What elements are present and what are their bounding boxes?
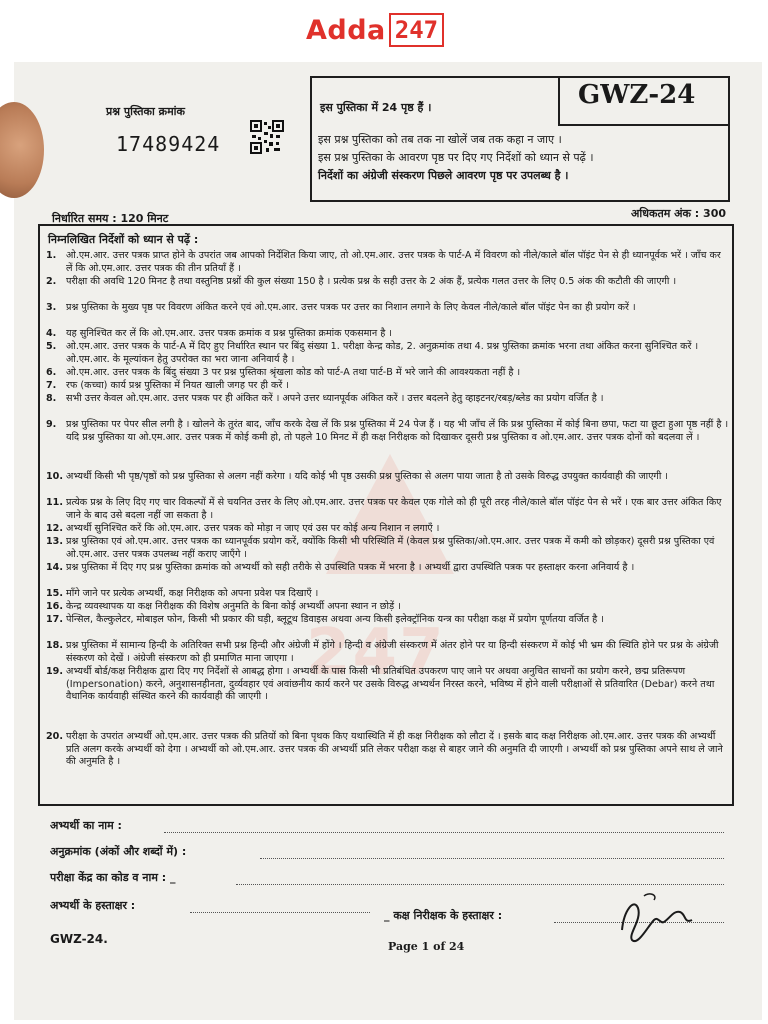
exam-centre-label: परीक्षा केंद्र का कोड व नाम : _ (50, 871, 176, 884)
instruction-item: 1. ओ.एम.आर. उत्तर पत्रक प्राप्त होने के उपरांत जब आपको निर्देशित किया जाए, तो ओ.एम.आर. उत्तर पत्रक के पार्ट-A में विवरण को नीले/काले बॉल पॉइंट पेन से ही ध्यानपूर्वक भरें । जाँच कर लें कि ओ.एम.आर. उत्तर पत्रक की तीन प्रतियाँ हैं । (46, 250, 721, 274)
candidate-signature-field[interactable] (190, 912, 370, 913)
instruction-item: 9. प्रश्न पुस्तिका पर पेपर सील लगी है । खोलने के तुरंत बाद, जाँच करके देख लें कि प्रश्न पुस्तिका में 24 पेज हैं । यह भी जाँच लें कि प्रश्न पुस्तिका में कोई बिना छपा, फटा या छूटा हुआ पृष्ठ नहीं है । यदि प्रश्न पुस्तिका या ओ.एम.आर. उत्तर पत्रक में कोई कमी हो, तो पहले 10 मिनट में ही कक्ष निरीक्षक को दिखाकर दूसरी प्रश्न पुस्तिका व ओ.एम.आर. उत्तर पत्रक दोनों को बदलवा लें । (46, 419, 729, 443)
instruction-item: 18. प्रश्न पुस्तिका में सामान्य हिन्दी के अतिरिक्त सभी प्रश्न हिन्दी और अंग्रेजी में होंगे । हिन्दी व अंग्रेजी संस्करण में अंतर होने पर या हिन्दी संस्करण में कोई भी भ्रम की स्थिति होने पर प्रश्न के अंग्रेजी संस्करण को देखें । अंग्रेजी संस्करण को ही प्रमाणित माना जाएगा । (46, 640, 719, 664)
booklet-number-label: प्रश्न पुस्तिका क्रमांक (106, 105, 185, 118)
qr-code-icon (250, 120, 284, 154)
paper-code-box (558, 76, 730, 126)
watermark-text: 247 (306, 616, 446, 690)
pages-note: इस पुस्तिका में 24 पृष्ठ हैं । (320, 101, 432, 114)
roll-number-label: अनुक्रमांक (अंकों और शब्दों में) : (50, 845, 187, 858)
instruction-item: 19. अभ्यर्थी बोर्ड/कक्ष निरीक्षक द्वारा दिए गए निर्देशों से आबद्ध होगा । अभ्यर्थी के पास किसी भी प्रतिबंधित उपकरण पाए जाने पर अथवा अनुचित साधनों का प्रयोग करने, छद्म प्रतिरूपण (Impersonation) करने, अनुशासनहीनता, दुर्व्यवहार एवं अवांछनीय कार्य करने पर उसके विरुद्ध अभ्यर्थन निरस्त करने, भविष्य में होने वाली परीक्षाओं से प्रतिवारित (Debar) करने तथा वैधानिक कार्यवाही संस्थित करने की कार्यवाही की जाएगी । (46, 666, 715, 703)
logo-text: Adda (306, 14, 386, 46)
site-header (0, 0, 768, 58)
paper-code: GWZ-24 (578, 80, 696, 110)
instructions-heading: निम्नलिखित निर्देशों को ध्यान से पढ़ें : (48, 233, 199, 246)
page-number: Page 1 of 24 (388, 940, 465, 953)
instruction-item: 20. परीक्षा के उपरांत अभ्यर्थी ओ.एम.आर. उत्तर पत्रक की प्रतियों को बिना पृथक किए यथास्थिति में ही कक्ष निरीक्षक को लौटा दें । इसके बाद कक्ष निरीक्षक ओ.एम.आर. उत्तर पत्रक की अभ्यर्थी प्रति अलग करके अभ्यर्थी को देगा । अभ्यर्थी को ओ.एम.आर. उत्तर पत्रक की अभ्यर्थी प्रति लेकर परीक्षा कक्ष से बाहर जाने की अनुमति दी जाएगी । अभ्यर्थी को प्रश्न पुस्तिका अपने साथ ले जाने की अनुमति है । (46, 731, 723, 768)
question-paper (14, 62, 762, 1020)
footer-paper-code: GWZ-24. (50, 932, 108, 946)
instruction-item: 2. परीक्षा की अवधि 120 मिनट है तथा वस्तुनिष्ठ प्रश्नों की कुल संख्या 150 है । प्रत्येक प्रश्न के सही उत्तर के 2 अंक हैं, प्रत्येक गलत उत्तर के लिए 0.5 अंक की कटौती की जाएगी । (46, 276, 677, 287)
instruction-item: 14. प्रश्न पुस्तिका में दिए गए प्रश्न पुस्तिका क्रमांक को अभ्यर्थी को सही तरीके से उपस्थिति पत्रक में भरना है । अभ्यर्थी द्वारा उपस्थिति पत्रक पर हस्ताक्षर करना अनिवार्य है । (46, 562, 635, 573)
instructions-header-box (310, 76, 730, 202)
instruction-item: 5. ओ.एम.आर. उत्तर पत्रक के पार्ट-A में दिए हुए निर्धारित स्थान पर बिंदु संख्या 1. परीक्षा केन्द्र कोड, 2. अनुक्रमांक तथा 4. प्रश्न पुस्तिका क्रमांक भरना तथा अंकित करना सुनिश्चित करें । ओ.एम.आर. के मूल्यांकन हेतु उपरोक्त का भरा जाना अनिवार्य है । (46, 341, 699, 365)
instructions-box (38, 224, 734, 806)
invigilator-signature-label: _ कक्ष निरीक्षक के हस्ताक्षर : (384, 909, 503, 922)
instruction-item: 15. माँगे जाने पर प्रत्येक अभ्यर्थी, कक्ष निरीक्षक को अपना प्रवेश पत्र दिखाएँ । (46, 588, 319, 599)
instruction-item: 8. सभी उत्तर केवल ओ.एम.आर. उत्तर पत्रक पर ही अंकित करें । अपने उत्तर ध्यानपूर्वक अंकित करें । उत्तर बदलने हेतु व्हाइटनर/रबड़/ब्लेड का प्रयोग वर्जित है । (46, 393, 604, 404)
instruction-item: 10. अभ्यर्थी किसी भी पृष्ठ/पृष्ठों को प्रश्न पुस्तिका से अलग नहीं करेगा । यदि कोई भी पृष्ठ उसकी प्रश्न पुस्तिका से अलग पाया जाता है तो उसके विरुद्ध उपयुक्त कार्यवाही की जाएगी । (46, 471, 669, 482)
instruction-item: 16. केन्द्र व्यवस्थापक या कक्ष निरीक्षक की विशेष अनुमति के बिना कोई अभ्यर्थी अपना स्थान न छोड़ें । (46, 601, 401, 612)
exam-centre-field[interactable] (236, 884, 724, 885)
instruction-item: 11. प्रत्येक प्रश्न के लिए दिए गए चार विकल्पों में से चयनित उत्तर के लिए ओ.एम.आर. उत्तर पत्रक पर केवल एक गोले को ही पूरी तरह नीले/काले बॉल पॉइंट पेन से भरें । एक बार उत्तर अंकित किए जाने के बाद उसे बदला नहीं जा सकता है । (46, 497, 722, 521)
instruction-item: 12. अभ्यर्थी सुनिश्चित करें कि ओ.एम.आर. उत्तर पत्रक को मोड़ा न जाए एवं उस पर कोई अन्य निशान न लगाएँ । (46, 523, 440, 534)
header-line-2: इस प्रश्न पुस्तिका के आवरण पृष्ठ पर दिए गए निर्देशों को ध्यान से पढ़ें । (318, 151, 594, 164)
candidate-name-field[interactable] (164, 832, 724, 833)
booklet-number: 17489424 (116, 132, 221, 156)
roll-number-field[interactable] (260, 858, 724, 859)
thumb (0, 102, 44, 198)
instruction-item: 7. रफ (कच्चा) कार्य प्रश्न पुस्तिका में नियत खाली जगह पर ही करें । (46, 380, 290, 391)
adda247-logo[interactable] (306, 12, 444, 48)
candidate-signature-label: अभ्यर्थी के हस्ताक्षर : (50, 899, 136, 912)
invigilator-signature (614, 890, 704, 946)
logo-number: 247 (389, 13, 444, 47)
max-marks: अधिकतम अंक : 300 (630, 207, 726, 220)
header-line-3: निर्देशों का अंग्रेजी संस्करण पिछले आवरण पृष्ठ पर उपलब्ध है । (318, 169, 569, 182)
header-line-1: इस प्रश्न पुस्तिका को तब तक ना खोलें जब तक कहा न जाए । (318, 133, 562, 146)
instruction-item: 17. पेन्सिल, कैल्कुलेटर, मोबाइल फोन, किसी भी प्रकार की घड़ी, ब्लूटूथ डिवाइस अथवा अन्य किसी इलेक्ट्रॉनिक यन्त्र का परीक्षा कक्ष में प्रयोग पूर्णतया वर्जित है । (46, 614, 604, 625)
instruction-item: 4. यह सुनिश्चित कर लें कि ओ.एम.आर. उत्तर पत्रक क्रमांक व प्रश्न पुस्तिका क्रमांक एकसमान है । (46, 328, 393, 339)
instruction-item: 13. प्रश्न पुस्तिका एवं ओ.एम.आर. उत्तर पत्रक का ध्यानपूर्वक प्रयोग करें, क्योंकि किसी भी परिस्थिति में (केवल प्रश्न पुस्तिका/ओ.एम.आर. उत्तर पत्रक में कमी को छोड़कर) दूसरी प्रश्न पुस्तिका एवं ओ.एम.आर. उत्तर पत्रक उपलब्ध नहीं कराए जाएँगे । (46, 536, 715, 560)
instruction-item: 6. ओ.एम.आर. उत्तर पत्रक के बिंदु संख्या 3 पर प्रश्न पुस्तिका श्रृंखला कोड को पार्ट-A तथा पार्ट-B में भरे जाने की आवश्यकता नहीं है । (46, 367, 521, 378)
candidate-name-label: अभ्यर्थी का नाम : (50, 819, 122, 832)
time-allowed: निर्धारित समय : 120 मिनट (52, 212, 169, 225)
instruction-item: 3. प्रश्न पुस्तिका के मुख्य पृष्ठ पर विवरण अंकित करने एवं ओ.एम.आर. उत्तर पत्रक पर उत्तर का निशान लगाने के लिए केवल नीले/काले बॉल पॉइंट पेन का ही प्रयोग करें । (46, 302, 636, 313)
